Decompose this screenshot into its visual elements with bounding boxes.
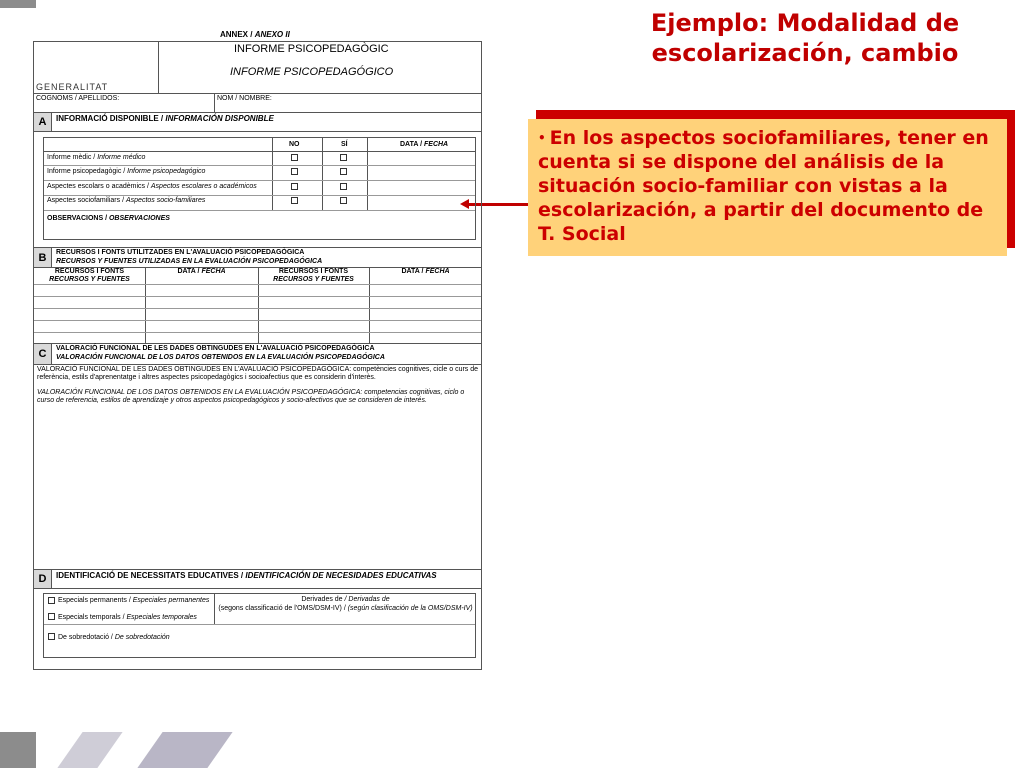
section-c-letter: C [34, 344, 52, 364]
checkbox-temporary[interactable] [48, 613, 55, 620]
logo-swoosh-light [57, 732, 122, 768]
checkbox-gifted[interactable] [48, 633, 55, 640]
logo-text: GENERALITAT [36, 82, 109, 92]
row-medical-label: Informe mèdic / Informe médico [47, 154, 146, 161]
col-resources-1: RECURSOS I FONTS RECURSOS Y FUENTES [49, 268, 130, 283]
header-title-es: INFORME PSICOPEDAGÓGICO [230, 66, 394, 78]
label-classification: (segons classificació de l'OMS/DSM-IV) / (según clasificación de la OMS/DSM-IV) [218, 605, 473, 612]
section-c-desc-es: VALORACIÓN FUNCIONAL DE LOS DATOS OBTENIDOS EN LA EVALUACIÓN PSICOPEDAGÓGICA: competencias cognitivas, ciclo o curso de referencia, estilos de aprendizaje y otros aspectos psicopedagógicos y socio-afectivos que se consideren de interés. [37, 389, 465, 404]
checkbox-permanent[interactable] [48, 597, 55, 604]
checkbox-medical-si[interactable] [340, 154, 347, 161]
col-no: NO [289, 141, 300, 148]
section-a-letter: A [34, 113, 52, 131]
section-d-title: IDENTIFICACIÓ DE NECESSITATS EDUCATIVES / IDENTIFICACIÓN DE NECESIDADES EDUCATIVAS [56, 571, 437, 580]
row-psycho-label: Informe psicopedagògic / Informe psicopedagógico [47, 168, 206, 175]
section-c-desc-ca: VALORACIÓ FUNCIONAL DE LES DADES OBTINGUDES EN L'AVALUACIÓ PSICOPEDAGÒGICA: competències cognitives, cicle o curs de referència, estils d'aprenentatge i altres aspectes psicopedagògics i socioafectius que es considerin d'interès. [37, 366, 479, 381]
checkbox-school-no[interactable] [291, 183, 298, 190]
label-permanent: Especials permanents / Especiales permanentes [58, 597, 210, 604]
col-resources-2: RECURSOS I FONTS RECURSOS Y FUENTES [273, 268, 354, 283]
row-social-label: Aspectes sociofamiliars / Aspectos socio-familiares [47, 197, 206, 204]
col-date-2: DATA / FECHA [401, 268, 450, 275]
section-b-title-ca: RECURSOS I FONTS UTILITZADES EN L'AVALUACIÓ PSICOPEDAGÒGICA [56, 249, 305, 256]
bullet-icon: • [538, 131, 546, 145]
slide-title [590, 8, 1020, 68]
report-form [33, 41, 482, 670]
checkbox-social-no[interactable] [291, 197, 298, 204]
checkbox-school-si[interactable] [340, 183, 347, 190]
col-date-1: DATA / FECHA [177, 268, 226, 275]
label-temporary: Especials temporals / Especiales temporales [58, 614, 197, 621]
label-gifted: De sobredotació / De sobredotación [58, 634, 170, 641]
section-a-table [43, 137, 476, 240]
checkbox-psycho-si[interactable] [340, 168, 347, 175]
label-derived: Derivades de / Derivadas de [301, 596, 390, 603]
header-title-ca: INFORME PSICOPEDAGÒGIC [234, 43, 389, 55]
checkbox-social-si[interactable] [340, 197, 347, 204]
section-b-letter: B [34, 248, 52, 268]
col-si: SÍ [341, 141, 348, 148]
col-date: DATA / FECHA [400, 141, 449, 148]
surname-label: COGNOMS / APELLIDOS: [36, 95, 120, 102]
callout-text: En los aspectos sociofamiliares, tener en cuenta si se dispone del análisis de la situación socio-familiar con vistas a la escolarización, a partir del documento de T. Social [538, 127, 989, 245]
section-b-title-es: RECURSOS Y FUENTES UTILIZADAS EN LA EVALUACIÓN PSICOPEDAGÓGICA [56, 258, 323, 265]
checkbox-medical-no[interactable] [291, 154, 298, 161]
row-school-label: Aspectes escolars o acadèmics / Aspectos escolares o académicos [47, 183, 257, 190]
section-d-box [43, 593, 476, 658]
callout-box [528, 119, 1007, 256]
logo-swoosh-dark [137, 732, 232, 768]
section-a-title: INFORMACIÓ DISPONIBLE / INFORMACIÓN DISPONIBLE [56, 114, 274, 123]
annex-label: ANNEX / ANEXO II [220, 30, 290, 39]
observations-label: OBSERVACIONS / OBSERVACIONES [47, 215, 170, 222]
section-d-letter: D [34, 570, 52, 588]
checkbox-psycho-no[interactable] [291, 168, 298, 175]
section-c-title-ca: VALORACIÓ FUNCIONAL DE LES DADES OBTINGUDES EN L'AVALUACIÓ PSICOPEDAGÒGICA [56, 345, 375, 352]
name-label: NOM / NOMBRE: [217, 95, 272, 102]
section-c-title-es: VALORACIÓN FUNCIONAL DE LOS DATOS OBTENIDOS EN LA EVALUACIÓN PSICOPEDAGÓGICA [56, 354, 385, 361]
slide-title-line1: Ejemplo: Modalidad de [650, 9, 960, 37]
slide-title-line2: escolarización, cambio [651, 39, 959, 67]
corner-decoration-bottom [0, 732, 36, 768]
corner-decoration-top [0, 0, 36, 8]
